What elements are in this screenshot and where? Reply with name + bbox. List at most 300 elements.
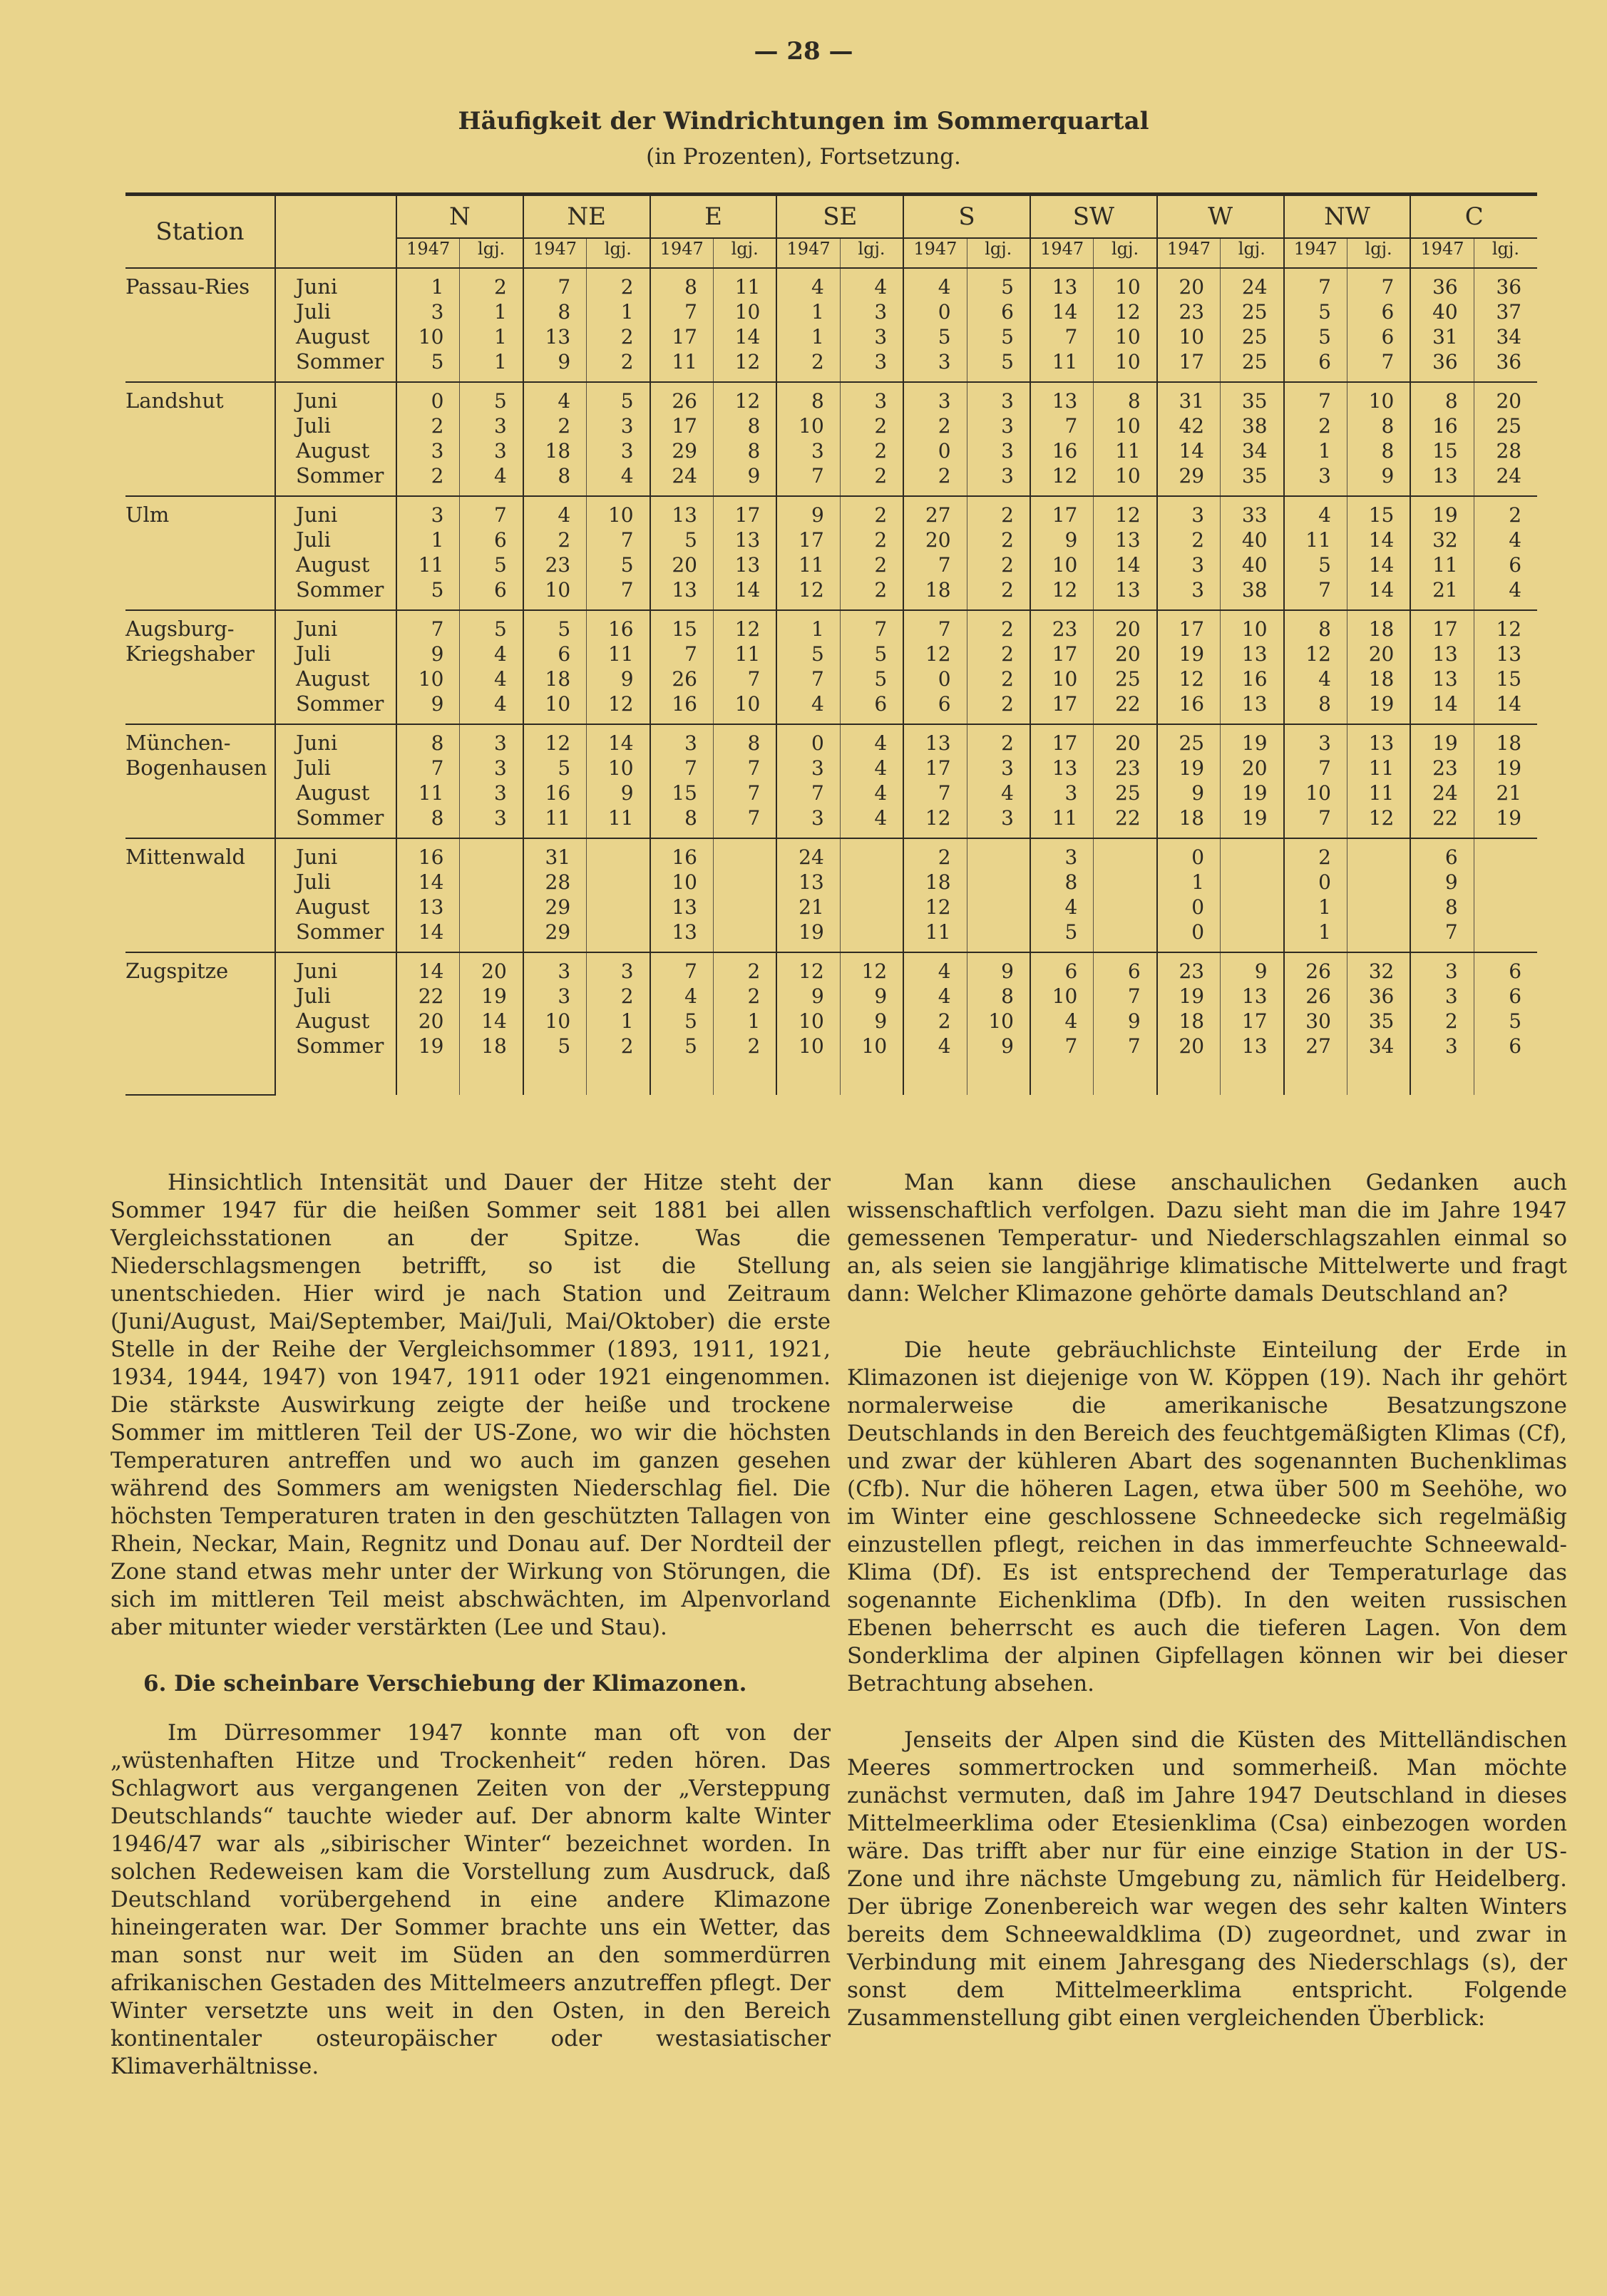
value-cell — [587, 610, 650, 724]
month-label: Juni — [296, 503, 338, 527]
value: 13 — [1115, 528, 1141, 552]
month-label: August — [296, 666, 370, 691]
value: 0 — [1191, 845, 1205, 869]
value: 23 — [1179, 959, 1205, 983]
value — [841, 895, 887, 920]
value: 1 — [493, 300, 507, 324]
value-cell — [967, 838, 1030, 952]
value: 3 — [558, 959, 571, 983]
station-name-line: München- — [125, 731, 231, 755]
value: 9 — [1001, 959, 1014, 983]
value: 3 — [811, 439, 824, 463]
month-label: Sommer — [296, 349, 384, 374]
value: 8 — [558, 300, 571, 324]
value: 12 — [925, 895, 951, 919]
value-cell — [1347, 496, 1410, 610]
value: 7 — [938, 781, 951, 805]
value: 13 — [545, 325, 571, 349]
value: 10 — [1115, 350, 1141, 374]
value-cell — [1221, 268, 1284, 382]
value-cell — [1094, 838, 1157, 952]
value-cell — [523, 610, 587, 724]
value: 7 — [747, 756, 761, 780]
value-cell — [840, 838, 903, 952]
value — [1094, 920, 1140, 944]
value: 1 — [620, 300, 634, 324]
value: 19 — [1496, 756, 1522, 780]
value: 1 — [1318, 895, 1331, 919]
value — [1221, 895, 1267, 920]
value: 9 — [620, 781, 634, 805]
value: 12 — [1496, 617, 1522, 641]
value: 6 — [1509, 553, 1522, 577]
value-cell — [587, 952, 650, 1095]
value: 18 — [1496, 731, 1522, 755]
month-label: Sommer — [296, 463, 384, 488]
value-cell — [1030, 952, 1094, 1095]
month-label: Sommer — [296, 577, 384, 602]
value: 12 — [799, 959, 824, 983]
value: 20 — [1115, 642, 1141, 666]
value-cell — [1474, 610, 1537, 724]
value — [1094, 845, 1140, 870]
month-label: August — [296, 1009, 370, 1033]
value-cell — [840, 268, 903, 382]
value-cell — [967, 952, 1030, 1095]
value: 7 — [1064, 325, 1078, 349]
value: 5 — [620, 553, 634, 577]
value-cell — [1094, 724, 1157, 838]
paragraph-mediterranean: Jenseits der Alpen sind die Küsten des Mittelländischen Meeres sommertrocken und sommerheiß. Man möchte zunächst vermuten, daß im Jahre 1947 Deutschland in dieses Mittelmeerklima oder Etesienklima (Csa) einbezogen worden wäre. Das trifft aber nur für eine einzige Station in der US-Zone und ihre nächste Umgebung zu, nämlich für Heidelberg. Der übrige Zonenbereich war wegen des sehr kalten Winters bereits dem Schneewaldklima (D) zugeordnet, und zwar in Verbindung mit einem Jahresgang des Niederschlags (s), der sonst dem Mittelmeerklima entspricht. Folgende Zusammenstellung gibt einen vergleichenden Überblick: — [847, 1727, 1567, 2031]
value: 16 — [1241, 667, 1268, 691]
value: 4 — [811, 692, 824, 716]
value: 13 — [1241, 1034, 1268, 1058]
value — [587, 845, 633, 870]
direction-header: W — [1157, 195, 1284, 239]
station-row — [125, 382, 1537, 496]
value-cell — [967, 382, 1030, 496]
value: 2 — [938, 845, 951, 869]
value-cell — [1347, 952, 1410, 1095]
value: 5 — [684, 1034, 697, 1058]
station-name — [125, 268, 275, 382]
value: 4 — [938, 984, 951, 1008]
value: 10 — [1052, 667, 1078, 691]
value: 8 — [431, 731, 444, 755]
value: 14 — [481, 1009, 507, 1033]
value: 3 — [1444, 1034, 1458, 1058]
value: 16 — [418, 845, 444, 869]
value — [587, 870, 633, 895]
value: 15 — [672, 781, 697, 805]
value: 5 — [874, 667, 888, 691]
value: 36 — [1432, 275, 1458, 299]
value: 4 — [1509, 528, 1522, 552]
value: 29 — [1179, 464, 1205, 488]
value: 36 — [1368, 984, 1395, 1008]
value: 10 — [1115, 325, 1141, 349]
value: 4 — [684, 984, 697, 1008]
value: 11 — [672, 350, 697, 374]
value: 6 — [558, 642, 571, 666]
value: 16 — [1179, 692, 1205, 716]
value-cell — [840, 382, 903, 496]
year-1947-header: 1947 — [396, 238, 460, 268]
direction-header: N — [396, 195, 523, 239]
value: 13 — [672, 578, 697, 602]
value: 17 — [799, 528, 824, 552]
value: 8 — [558, 464, 571, 488]
value-cell — [967, 610, 1030, 724]
value: 5 — [558, 756, 571, 780]
value: 13 — [1496, 642, 1522, 666]
value-cell — [523, 268, 587, 382]
value: 10 — [545, 692, 571, 716]
value: 13 — [1052, 389, 1078, 413]
value: 23 — [1115, 756, 1141, 780]
value: 7 — [938, 553, 951, 577]
value-cell — [1094, 496, 1157, 610]
value: 2 — [620, 984, 634, 1008]
value: 5 — [1318, 300, 1331, 324]
value: 3 — [431, 439, 444, 463]
value-cell — [903, 610, 967, 724]
month-label: Sommer — [296, 920, 384, 944]
value-cell — [1157, 496, 1221, 610]
value: 7 — [684, 642, 697, 666]
value: 5 — [1064, 920, 1078, 944]
value: 15 — [1368, 503, 1395, 527]
value-cell — [713, 610, 776, 724]
value: 28 — [545, 870, 571, 894]
value: 14 — [418, 920, 444, 944]
value: 13 — [1241, 642, 1268, 666]
value — [1474, 920, 1521, 944]
paragraph-drought-summer: Im Dürresommer 1947 konnte man oft von der „wüstenhaften Hitze und Trockenheit“ reden hören. Das Schlagwort aus vergangenen Zeiten von der „Versteppung Deutschlands“ tauchte wieder auf. Der abnorm kalte Winter 1946/47 war als „sibirischer Winter“ bezeichnet worden. In solchen Redeweisen kam die Vorstellung zum Ausdruck, daß Deutschland vorübergehend in eine andere Klimazone hineingeraten war. Der Sommer brachte uns ein Wetter, das man sonst nur weit im Süden an den sommerdürren afrikanischen Gestaden des Mittelmeers anzutreffen pflegt. Der Winter versetzte uns weit in den Osten, in den Bereich kontinentaler osteuropäischer oder westasiatischer Klimaverhältnisse. — [111, 1720, 831, 2079]
value: 18 — [1368, 667, 1395, 691]
value: 20 — [1496, 389, 1522, 413]
value: 19 — [1432, 503, 1458, 527]
station-name-line: Kriegshaber — [125, 642, 255, 666]
value: 20 — [925, 528, 951, 552]
value: 9 — [1381, 464, 1395, 488]
long-term-header: lgj. — [967, 238, 1030, 268]
value: 25 — [1241, 300, 1268, 324]
value: 7 — [1444, 920, 1458, 944]
value: 1 — [493, 325, 507, 349]
value: 11 — [1432, 553, 1458, 577]
value: 22 — [1115, 692, 1141, 716]
value: 9 — [620, 667, 634, 691]
month-label: Sommer — [296, 1034, 384, 1058]
value: 13 — [1432, 667, 1458, 691]
value: 13 — [1052, 275, 1078, 299]
value: 18 — [925, 578, 951, 602]
value: 25 — [1179, 731, 1205, 755]
value: 13 — [1115, 578, 1141, 602]
year-1947-header: 1947 — [903, 238, 967, 268]
value: 8 — [811, 389, 824, 413]
value: 3 — [1001, 414, 1014, 438]
value: 11 — [925, 920, 951, 944]
direction-header: SW — [1030, 195, 1157, 239]
value: 7 — [684, 959, 697, 983]
value: 6 — [1001, 300, 1014, 324]
value: 20 — [481, 959, 507, 983]
value: 5 — [1318, 325, 1331, 349]
value-cell — [460, 382, 523, 496]
value: 14 — [1052, 300, 1078, 324]
value: 4 — [558, 389, 571, 413]
value-cell — [460, 838, 523, 952]
value: 6 — [493, 578, 507, 602]
station-name-line: Augsburg- — [125, 617, 235, 641]
month-label: Juni — [296, 274, 338, 299]
value: 4 — [493, 692, 507, 716]
value: 8 — [1127, 389, 1141, 413]
value: 7 — [1381, 350, 1395, 374]
direction-header: SE — [776, 195, 903, 239]
value: 3 — [1001, 806, 1014, 830]
value: 4 — [938, 275, 951, 299]
value: 9 — [1064, 528, 1078, 552]
value: 6 — [874, 692, 888, 716]
value: 7 — [620, 528, 634, 552]
value-cell — [460, 496, 523, 610]
value: 4 — [874, 731, 888, 755]
value: 35 — [1241, 389, 1268, 413]
value-cell — [1221, 838, 1284, 952]
month-labels — [275, 496, 396, 610]
table-header — [125, 195, 1537, 269]
value: 2 — [1001, 578, 1014, 602]
value: 6 — [1444, 845, 1458, 869]
value-cell — [1094, 268, 1157, 382]
value: 8 — [684, 806, 697, 830]
value-cell — [396, 382, 460, 496]
value: 9 — [1254, 959, 1268, 983]
value: 10 — [734, 300, 761, 324]
month-labels — [275, 724, 396, 838]
value: 9 — [874, 1009, 888, 1033]
month-label: Juli — [296, 870, 331, 894]
value: 13 — [925, 731, 951, 755]
value: 0 — [811, 731, 824, 755]
value: 10 — [1368, 389, 1395, 413]
value: 10 — [988, 1009, 1014, 1033]
value: 40 — [1432, 300, 1458, 324]
value: 12 — [734, 389, 761, 413]
value — [1094, 870, 1140, 895]
value: 29 — [672, 439, 697, 463]
value — [587, 895, 633, 920]
value: 8 — [1444, 895, 1458, 919]
value: 7 — [747, 806, 761, 830]
value: 5 — [431, 350, 444, 374]
station-row — [125, 496, 1537, 610]
month-labels — [275, 610, 396, 724]
value-cell — [776, 496, 840, 610]
value: 35 — [1368, 1009, 1395, 1033]
value: 4 — [938, 1034, 951, 1058]
value: 3 — [811, 806, 824, 830]
value: 14 — [1179, 439, 1205, 463]
value: 18 — [1368, 617, 1395, 641]
value: 11 — [1115, 439, 1141, 463]
value-cell — [1410, 382, 1474, 496]
value-cell — [1094, 610, 1157, 724]
value: 17 — [1179, 350, 1205, 374]
value: 12 — [1052, 464, 1078, 488]
value: 7 — [938, 617, 951, 641]
value-cell — [1284, 382, 1347, 496]
value-cell — [1347, 382, 1410, 496]
value-cell — [1410, 952, 1474, 1095]
value: 7 — [1318, 275, 1331, 299]
value-cell — [1221, 724, 1284, 838]
value: 23 — [1432, 756, 1458, 780]
value-cell — [713, 838, 776, 952]
month-label: August — [296, 895, 370, 919]
month-label: Juni — [296, 388, 338, 413]
value: 11 — [1052, 350, 1078, 374]
value-cell — [840, 610, 903, 724]
value: 10 — [734, 692, 761, 716]
value: 3 — [620, 414, 634, 438]
value: 12 — [1115, 300, 1141, 324]
value: 10 — [545, 578, 571, 602]
value: 11 — [418, 781, 444, 805]
value: 12 — [734, 350, 761, 374]
value: 19 — [1432, 731, 1458, 755]
value: 2 — [558, 414, 571, 438]
value-cell — [903, 838, 967, 952]
value: 7 — [1381, 275, 1395, 299]
value — [1474, 870, 1521, 895]
value: 26 — [672, 389, 697, 413]
value-cell — [840, 952, 903, 1095]
value: 3 — [493, 414, 507, 438]
value: 7 — [431, 756, 444, 780]
value: 18 — [481, 1034, 507, 1058]
value: 5 — [493, 617, 507, 641]
station-name-line: Landshut — [125, 388, 224, 413]
value: 25 — [1115, 781, 1141, 805]
value-cell — [1474, 838, 1537, 952]
value-cell — [523, 496, 587, 610]
value: 19 — [1179, 642, 1205, 666]
value: 17 — [1052, 692, 1078, 716]
value: 9 — [811, 503, 824, 527]
long-term-header: lgj. — [1221, 238, 1284, 268]
value: 4 — [811, 275, 824, 299]
value-cell — [1030, 496, 1094, 610]
value: 1 — [1318, 920, 1331, 944]
value: 5 — [684, 1009, 697, 1033]
value: 14 — [1368, 528, 1395, 552]
value: 3 — [493, 756, 507, 780]
paragraph-koeppen: Die heute gebräuchlichste Einteilung der Erde in Klimazonen ist diejenige von W. Köppen (19). Nach ihr gehört normalerweise die amerikanische Besatzungszone Deutschlands in den Bereich des feuchtgemäßigten Klimas (Cf), und zwar der kühleren Abart des sogenannten Buchenklimas (Cfb). Nur die höheren Lagen, etwa über 500 m Seehöhe, wo im Winter eine geschlossene Schneedecke sich regelmäßig einzustellen pflegt, reichen in das immerfeuchte Schneewald-Klima (Df). Es ist entsprechend der Temperaturlage das sogenannte Eichenklima (Dfb). In den weiten russischen Ebenen beherrscht es auch die tieferen Lagen. Von dem Sonderklima der alpinen Gipfellagen können wir bei dieser Betrachtung absehen. — [847, 1337, 1567, 1697]
value-cell — [776, 610, 840, 724]
value: 37 — [1496, 300, 1522, 324]
month-labels — [275, 382, 396, 496]
value-cell — [713, 952, 776, 1095]
value: 3 — [874, 325, 888, 349]
value: 8 — [431, 806, 444, 830]
value: 6 — [1509, 984, 1522, 1008]
value: 10 — [545, 1009, 571, 1033]
value-cell — [967, 496, 1030, 610]
value: 13 — [1432, 464, 1458, 488]
station-name — [125, 496, 275, 610]
value: 16 — [672, 692, 697, 716]
value: 24 — [1241, 275, 1268, 299]
value-cell — [1284, 610, 1347, 724]
value: 13 — [672, 920, 697, 944]
value — [1221, 920, 1267, 944]
value: 11 — [418, 553, 444, 577]
value: 13 — [1241, 692, 1268, 716]
month-label: Juli — [296, 527, 331, 552]
value: 20 — [1179, 275, 1205, 299]
station-name — [125, 610, 275, 724]
left-column — [111, 1169, 831, 2109]
value-cell — [776, 838, 840, 952]
section-heading: 6. Die scheinbare Verschiebung der Klimazonen. — [143, 1671, 747, 1697]
value: 2 — [620, 325, 634, 349]
value: 5 — [558, 617, 571, 641]
value-cell — [1474, 952, 1537, 1095]
value-cell — [396, 610, 460, 724]
station-name-line: Ulm — [125, 503, 170, 527]
value: 3 — [558, 984, 571, 1008]
value: 7 — [1318, 389, 1331, 413]
value: 2 — [874, 578, 888, 602]
value: 14 — [1368, 578, 1395, 602]
value: 25 — [1241, 350, 1268, 374]
value: 20 — [1115, 731, 1141, 755]
value-cell — [1284, 952, 1347, 1095]
value: 4 — [620, 464, 634, 488]
value: 5 — [1318, 553, 1331, 577]
long-term-header: lgj. — [587, 238, 650, 268]
value: 5 — [431, 578, 444, 602]
value-cell — [1221, 952, 1284, 1095]
value: 12 — [607, 692, 634, 716]
value: 20 — [1241, 756, 1268, 780]
value: 5 — [493, 553, 507, 577]
value: 2 — [1001, 692, 1014, 716]
station-name-line: Bogenhausen — [125, 756, 267, 780]
value: 16 — [672, 845, 697, 869]
value: 4 — [493, 464, 507, 488]
value: 3 — [620, 439, 634, 463]
value: 3 — [874, 389, 888, 413]
value-cell — [967, 724, 1030, 838]
value: 3 — [1064, 845, 1078, 869]
long-term-header: lgj. — [713, 238, 776, 268]
value-cell — [587, 382, 650, 496]
value: 19 — [481, 984, 507, 1008]
value: 17 — [1052, 503, 1078, 527]
value: 7 — [1318, 578, 1331, 602]
value: 7 — [811, 667, 824, 691]
value: 6 — [1381, 300, 1395, 324]
value: 5 — [684, 528, 697, 552]
value: 13 — [1432, 642, 1458, 666]
value: 10 — [799, 1034, 824, 1058]
value: 6 — [938, 692, 951, 716]
